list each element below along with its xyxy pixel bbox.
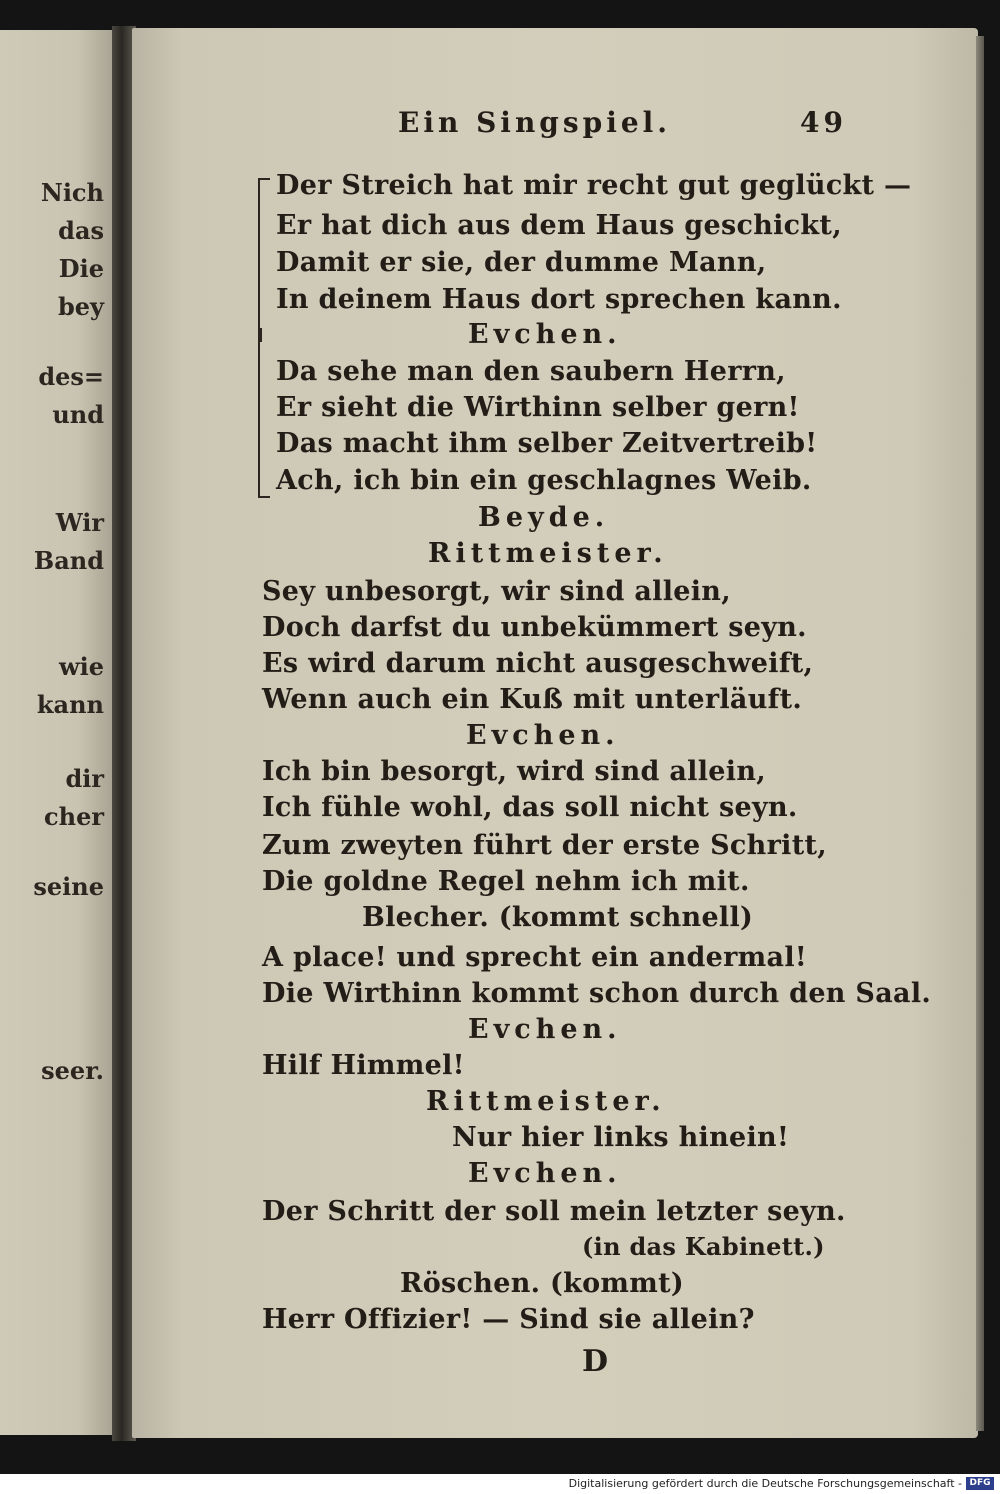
left-page-fragment: Wir xyxy=(55,508,104,537)
speaker-name: Evchen. xyxy=(468,1158,622,1189)
verse-line: Die goldne Regel nehm ich mit. xyxy=(262,866,750,897)
left-page-fragment: seer. xyxy=(41,1056,104,1085)
left-page-fragment: dir xyxy=(65,764,104,793)
funding-credit: Digitalisierung gefördert durch die Deutsche Forschungsgemeinschaft - xyxy=(568,1477,962,1490)
speaker-name: Blecher. (kommt schnell) xyxy=(362,902,754,933)
verse-line: Es wird darum nicht ausgeschweift, xyxy=(262,648,814,679)
speaker-name: Evchen. xyxy=(466,720,620,751)
speaker-name: Evchen. xyxy=(468,319,622,350)
verse-line: Das macht ihm selber Zeitvertreib! xyxy=(276,428,818,459)
verse-line: Herr Offizier! — Sind sie allein? xyxy=(262,1304,755,1335)
left-page-fragment: das xyxy=(58,216,104,245)
verse-line: Damit er sie, der dumme Mann, xyxy=(276,247,767,278)
verse-line: Die Wirthinn kommt schon durch den Saal. xyxy=(262,978,932,1009)
dfg-logo: DFG xyxy=(966,1477,994,1490)
left-page-fragment: cher xyxy=(44,802,104,831)
signature-mark: D xyxy=(582,1344,609,1379)
verse-line: Er hat dich aus dem Haus geschickt, xyxy=(276,210,842,241)
left-page-fragment: Nich xyxy=(40,178,104,207)
running-header: Ein Singspiel. xyxy=(398,106,672,139)
verse-line: Wenn auch ein Kuß mit unterläuft. xyxy=(262,684,803,715)
left-page-fragment: wie xyxy=(58,652,104,681)
stage-direction: (in das Kabinett.) xyxy=(582,1232,825,1261)
verse-line: Doch darfst du unbekümmert seyn. xyxy=(262,612,807,643)
verse-line: Hilf Himmel! xyxy=(262,1050,465,1081)
verse-line: A place! und sprecht ein andermal! xyxy=(262,942,808,973)
left-page-fragment: und xyxy=(52,400,104,429)
left-page-fragment: seine xyxy=(33,872,104,901)
verse-line: Ich bin besorgt, wird sind allein, xyxy=(262,756,766,787)
verse-line: Der Schritt der soll mein letzter seyn. xyxy=(262,1196,846,1227)
page-number: 49 xyxy=(800,106,847,139)
left-page xyxy=(0,30,112,1435)
verse-line: Da sehe man den saubern Herrn, xyxy=(276,356,786,387)
speaker-name: Evchen. xyxy=(468,1014,622,1045)
verse-line: Nur hier links hinein! xyxy=(452,1122,790,1153)
verse-line: Ich fühle wohl, das soll nicht seyn. xyxy=(262,792,798,823)
speaker-name: Beyde. xyxy=(478,502,610,533)
speaker-name: Röschen. (kommt) xyxy=(400,1268,685,1299)
speaker-name: Rittmeister. xyxy=(426,1086,666,1117)
verse-line: Der Streich hat mir recht gut geglückt — xyxy=(276,170,912,201)
verse-bracket-tip xyxy=(250,328,262,342)
left-page-fragment: bey xyxy=(58,292,104,321)
page-edge xyxy=(976,36,984,1431)
verse-line: Zum zweyten führt der erste Schritt, xyxy=(262,830,827,861)
left-page-fragment: Die xyxy=(58,254,104,283)
footer-bar xyxy=(0,1474,1000,1494)
left-page-fragment: des= xyxy=(38,362,104,391)
speaker-name: Rittmeister. xyxy=(428,538,668,569)
verse-line: Ach, ich bin ein geschlagnes Weib. xyxy=(276,465,812,496)
left-page-fragment: Band xyxy=(33,546,104,575)
verse-line: Sey unbesorgt, wir sind allein, xyxy=(262,576,731,607)
left-page-fragment: kann xyxy=(36,690,104,719)
verse-line: Er sieht die Wirthinn selber gern! xyxy=(276,392,800,423)
verse-line: In deinem Haus dort sprechen kann. xyxy=(276,284,842,315)
